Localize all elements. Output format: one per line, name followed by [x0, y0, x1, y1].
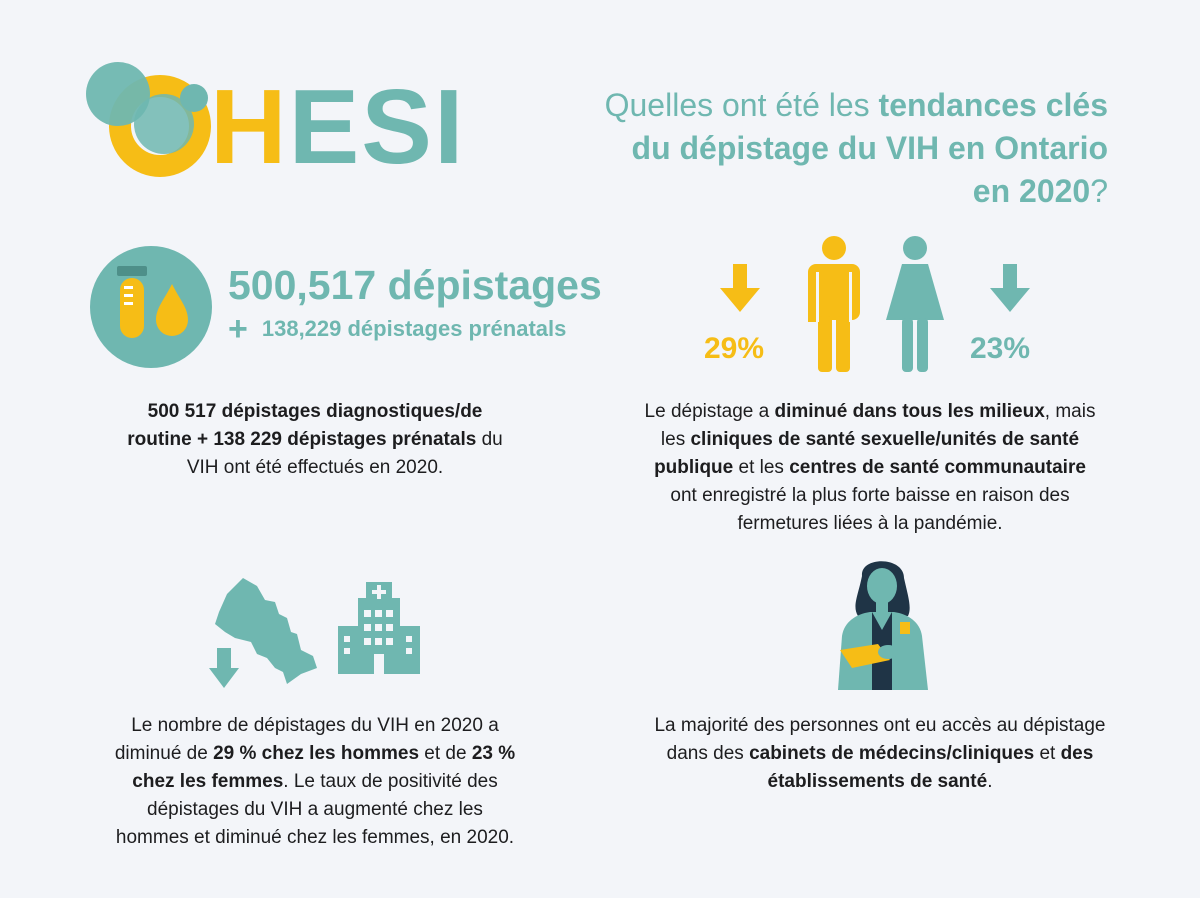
text: hommes et diminué chez les femmes, en 2020.: [115, 827, 515, 848]
text-bold: centres de santé communautaire: [789, 457, 1086, 478]
prenatal-tests: [228, 310, 567, 348]
test-tube-drop-icon: [90, 246, 212, 368]
logo-letter-h: H: [210, 68, 289, 186]
text: fermetures liées à la pandémie.: [737, 513, 1003, 534]
hospital-icon: [336, 582, 422, 674]
text-bold: diminué dans tous les milieux: [774, 401, 1045, 422]
text: et: [1034, 743, 1061, 764]
text-bold: établissements de santé: [767, 771, 988, 792]
prenatal-tests-label: 138,229 dépistages prénatals: [261, 316, 567, 341]
text: et de: [419, 743, 472, 764]
settings-description: [590, 398, 1150, 538]
text: dépistages du VIH a augmenté chez les: [147, 799, 483, 820]
text-bold: cliniques de santé sexuelle/unités de santé: [690, 429, 1080, 450]
text-bold: routine + 138 229 dépistages prénatals: [127, 429, 477, 450]
text: et les: [733, 457, 790, 478]
woman-icon: [884, 236, 946, 372]
title-part: ?: [1090, 173, 1108, 209]
text-bold: cabinets de médecins/cliniques: [749, 743, 1035, 764]
text: ont enregistré la plus forte baisse en raison des: [670, 485, 1070, 506]
gender-description: [60, 712, 570, 852]
text: du: [476, 429, 503, 450]
text: Le dépistage a: [644, 401, 775, 422]
man-icon: [804, 236, 864, 372]
text-bold: publique: [654, 457, 734, 478]
text: les: [660, 429, 691, 450]
doctor-icon: [832, 556, 932, 690]
title-part: Quelles ont été les: [604, 87, 879, 123]
text: dans des: [666, 743, 750, 764]
title-bold-part: en 2020: [972, 173, 1091, 209]
down-arrow-icon: [990, 264, 1030, 314]
logo-bubbles-icon: [82, 62, 222, 182]
tests-description: [60, 398, 570, 482]
down-arrow-icon: [720, 264, 760, 314]
total-tests: 500,517 dépistages: [228, 262, 602, 308]
logo-text: [210, 68, 466, 186]
text: Le nombre de dépistages du VIH en 2020 a: [131, 715, 499, 736]
text-bold: 29 % chez les hommes: [213, 743, 420, 764]
plus-symbol: +: [228, 310, 248, 348]
text-bold: 23 %: [471, 743, 516, 764]
text: . Le taux de positivité des: [283, 771, 498, 792]
text: La majorité des personnes ont eu accès au dépistage: [654, 715, 1106, 736]
text: .: [987, 771, 993, 792]
text: , mais: [1044, 401, 1096, 422]
men-decline-pct: 29%: [704, 332, 765, 365]
gender-decline-figure: [700, 236, 1060, 376]
access-description: [600, 712, 1160, 796]
text-bold: 500 517 dépistages diagnostiques/de: [147, 401, 483, 422]
text-bold: chez les femmes: [132, 771, 284, 792]
text: diminué de: [114, 743, 214, 764]
text-bold: des: [1060, 743, 1094, 764]
ontario-map-icon: [205, 572, 325, 692]
ohesi-logo: [82, 62, 492, 186]
page-title: [508, 84, 1108, 213]
logo-letters-esi: ESI: [288, 68, 466, 186]
women-decline-pct: 23%: [970, 332, 1031, 365]
text: VIH ont été effectués en 2020.: [186, 457, 444, 478]
title-bold-part: du dépistage du VIH en Ontario: [631, 130, 1108, 166]
title-bold-part: tendances clés: [878, 87, 1108, 123]
